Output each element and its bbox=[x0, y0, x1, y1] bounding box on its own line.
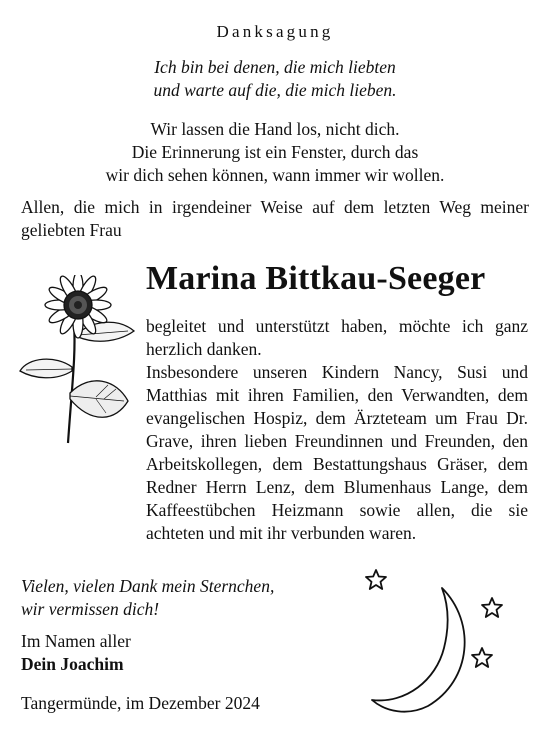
verse-plain-line: wir dich sehen können, wann immer wir wollen. bbox=[105, 165, 445, 185]
body-paragraph: Insbesondere unseren Kindern Nancy, Susi und Matthias mit ihren Familien, den Verwandten, dem evangelischen Hospiz, dem Ärzteteam um Frau Dr. Grave, ihren lieben Freundinnen und Freunden, den Arbeitskollegen, dem Bestattungshaus Gräser, dem Redner Herrn Lenz, dem Blumenhaus Lange, dem Kaffeestübchen Heizmann sowie allen, die sie achteten und mit ihr verbunden waren. bbox=[146, 362, 528, 543]
signature-block bbox=[21, 630, 131, 676]
place-date: Tangermünde, im Dezember 2024 bbox=[21, 693, 260, 713]
crescent-moon-icon bbox=[350, 560, 525, 725]
thanks-line: wir vermissen dich! bbox=[21, 599, 160, 619]
star-icon bbox=[472, 648, 492, 667]
star-icon bbox=[482, 598, 502, 617]
verse-plain bbox=[0, 118, 550, 187]
star-icon bbox=[366, 570, 386, 589]
intro-text: Allen, die mich in irgendeiner Weise auf dem letzten Weg meiner geliebten Frau bbox=[21, 197, 529, 240]
heading: Danksagung bbox=[216, 22, 334, 41]
verse-italic-line: Ich bin bei denen, die mich liebten bbox=[154, 57, 396, 77]
personal-thanks bbox=[21, 575, 274, 621]
verse-italic bbox=[0, 56, 550, 102]
deceased-name: Marina Bittkau-Seeger bbox=[146, 260, 486, 297]
thanks-body bbox=[146, 315, 528, 545]
thanks-line: Vielen, vielen Dank mein Sternchen, bbox=[21, 576, 275, 596]
sign-line: Im Namen aller bbox=[21, 631, 131, 651]
verse-plain-line: Die Erinnerung ist ein Fenster, durch das bbox=[131, 142, 419, 162]
verse-italic-line: und warte auf die, die mich lieben. bbox=[153, 80, 397, 100]
sunflower-icon bbox=[16, 275, 138, 445]
verse-plain-line: Wir lassen die Hand los, nicht dich. bbox=[150, 119, 400, 139]
signer-name: Dein Joachim bbox=[21, 654, 124, 674]
body-paragraph: begleitet und unterstützt haben, möchte ich ganz herzlich danken. bbox=[146, 316, 528, 359]
